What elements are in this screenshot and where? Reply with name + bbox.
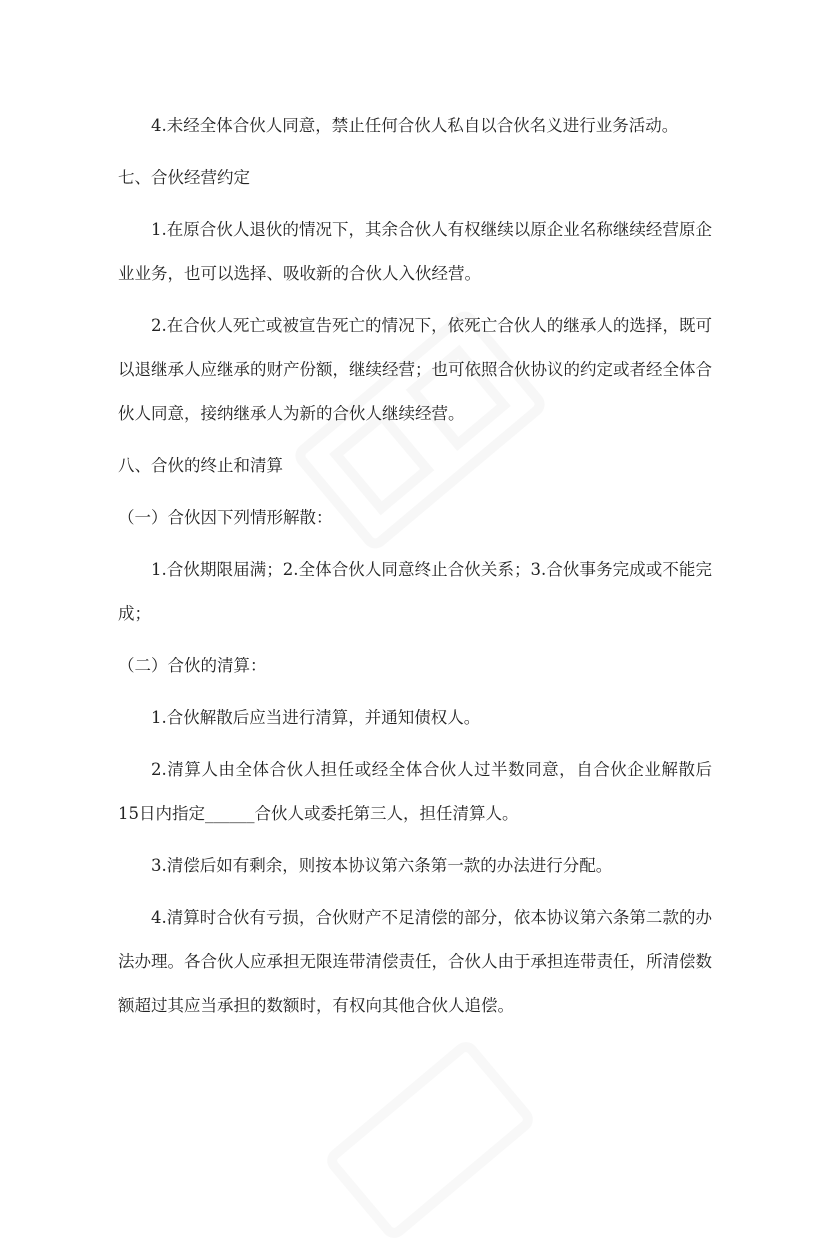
section-heading-8: 八、合伙的终止和清算 [118, 456, 283, 475]
paragraph-partner-withdrawal: 1.在原合伙人退伙的情况下，其余合伙人有权继续以原企业名称继续经营原企业业务，也可以选择、吸收新的合伙人入伙经营。 [118, 220, 712, 283]
subheading-liquidation: （二）合伙的清算： [118, 656, 267, 675]
document-body [118, 104, 712, 1028]
paragraph-loss-liability: 4.清算时合伙有亏损，合伙财产不足清偿的部分，依本协议第六条第二款的办法办理。各合伙人应承担无限连带清偿责任，合伙人由于承担连带责任，所清偿数额超过其应当承担的数额时，有权向其他合伙人追偿。 [118, 908, 712, 1015]
paragraph-surplus-distribution: 3.清偿后如有剩余，则按本协议第六条第一款的办法进行分配。 [151, 856, 613, 875]
subheading-dissolution: （一）合伙因下列情形解散： [118, 508, 333, 527]
paragraph-dissolution-conditions: 1.合伙期限届满；2.全体合伙人同意终止合伙关系；3.合伙事务完成或不能完成； [118, 560, 712, 623]
paragraph-liquidator-appointment: 2.清算人由全体合伙人担任或经全体合伙人过半数同意，自合伙企业解散后15日内指定______合伙人或委托第三人，担任清算人。 [118, 760, 712, 823]
paragraph-liquidation-notify: 1.合伙解散后应当进行清算，并通知债权人。 [151, 708, 481, 727]
paragraph-item-4-no-private-business: 4.未经全体合伙人同意，禁止任何合伙人私自以合伙名义进行业务活动。 [151, 116, 679, 135]
paragraph-partner-death: 2.在合伙人死亡或被宣告死亡的情况下，依死亡合伙人的继承人的选择，既可以退继承人应继承的财产份额，继续经营；也可依照合伙协议的约定或者经全体合伙人同意，接纳继承人为新的合伙人继续经营。 [118, 316, 712, 423]
section-heading-7: 七、合伙经营约定 [118, 168, 250, 187]
watermark-stamp-lower [300, 1040, 560, 1240]
